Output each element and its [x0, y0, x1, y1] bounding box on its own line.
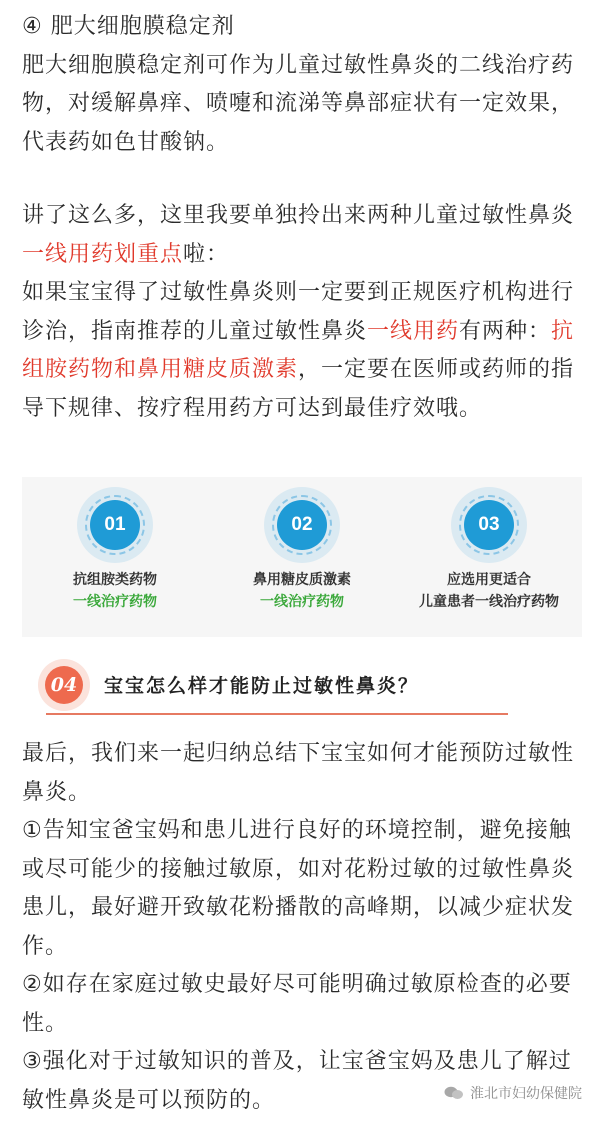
circle-number: 02	[277, 500, 327, 550]
text-span: 讲了这么多，这里我要单独拎出来两种儿童过敏性鼻炎	[22, 203, 575, 228]
prevention-intro: 最后，我们来一起归纳总结下宝宝如何才能预防过敏性鼻炎。	[22, 741, 575, 805]
watermark	[444, 1083, 582, 1103]
text-span: ，一定要在医师或药师的指导下规律、按疗程用药方可达到最佳疗效哦。	[22, 357, 575, 421]
item-sublabel: 一线治疗药物	[260, 594, 344, 610]
circle-number: 01	[90, 500, 140, 550]
intro-section	[22, 8, 582, 162]
prevention-item-1: ①告知宝爸宝妈和患儿进行良好的环境控制，避免接触或尽可能少的接触过敏原，如对花粉过敏的过敏性鼻炎患儿，最好避开致敏花粉播散的高峰期，以减少症状发作。	[22, 818, 575, 959]
intro-body: 肥大细胞膜稳定剂可作为儿童过敏性鼻炎的二线治疗药物，对缓解鼻痒、喷嚏和流涕等鼻部症状有一定效果，代表药如色甘酸钠。	[22, 52, 575, 155]
red-emphasis: 一线用药划重点	[22, 241, 184, 267]
item-label: 鼻用糖皮质激素	[253, 572, 351, 588]
number-circle	[264, 487, 340, 563]
wechat-icon	[444, 1086, 464, 1100]
highlight-paragraph-1	[22, 197, 582, 274]
highlight-paragraph-2	[22, 274, 582, 428]
prevention-item-2: ②如存在家庭过敏史最好尽可能明确过敏原检查的必要性。	[22, 972, 572, 1036]
text-span: 如果宝宝得了过敏性鼻炎则一定要到正规医疗机构进行诊治，指南推荐的儿童过敏性鼻炎	[22, 280, 575, 344]
number-circle	[451, 487, 527, 563]
red-emphasis: 一线用药	[367, 318, 460, 344]
badge-number: 04	[45, 666, 83, 704]
item-sublabel: 一线治疗药物	[73, 594, 157, 610]
section-header-prevention	[36, 655, 508, 715]
highlight-section	[22, 197, 582, 428]
watermark-text: 淮北市妇幼保健院	[470, 1086, 582, 1102]
circle-number: 03	[464, 500, 514, 550]
red-emphasis: 抗组胺药物和鼻用糖皮质激素	[22, 318, 575, 382]
text-span: 有两种：	[459, 318, 552, 344]
section-title: 宝宝怎么样才能防止过敏性鼻炎？	[104, 675, 420, 697]
section-underline	[46, 713, 508, 715]
prevention-section	[22, 735, 582, 1120]
medication-infographic	[22, 477, 582, 637]
item-label: 抗组胺类药物	[73, 572, 157, 588]
prevention-item-3: ③强化对于过敏知识的普及，让宝爸宝妈及患儿了解过敏性鼻炎是可以预防的。	[22, 1049, 572, 1113]
item-label: 应选用更适合	[447, 572, 531, 588]
section-number-badge	[38, 659, 90, 711]
intro-heading: ④ 肥大细胞膜稳定剂	[22, 14, 235, 39]
number-circle	[77, 487, 153, 563]
item-sublabel: 儿童患者一线治疗药物	[419, 594, 559, 610]
text-span: 啦：	[183, 241, 230, 267]
